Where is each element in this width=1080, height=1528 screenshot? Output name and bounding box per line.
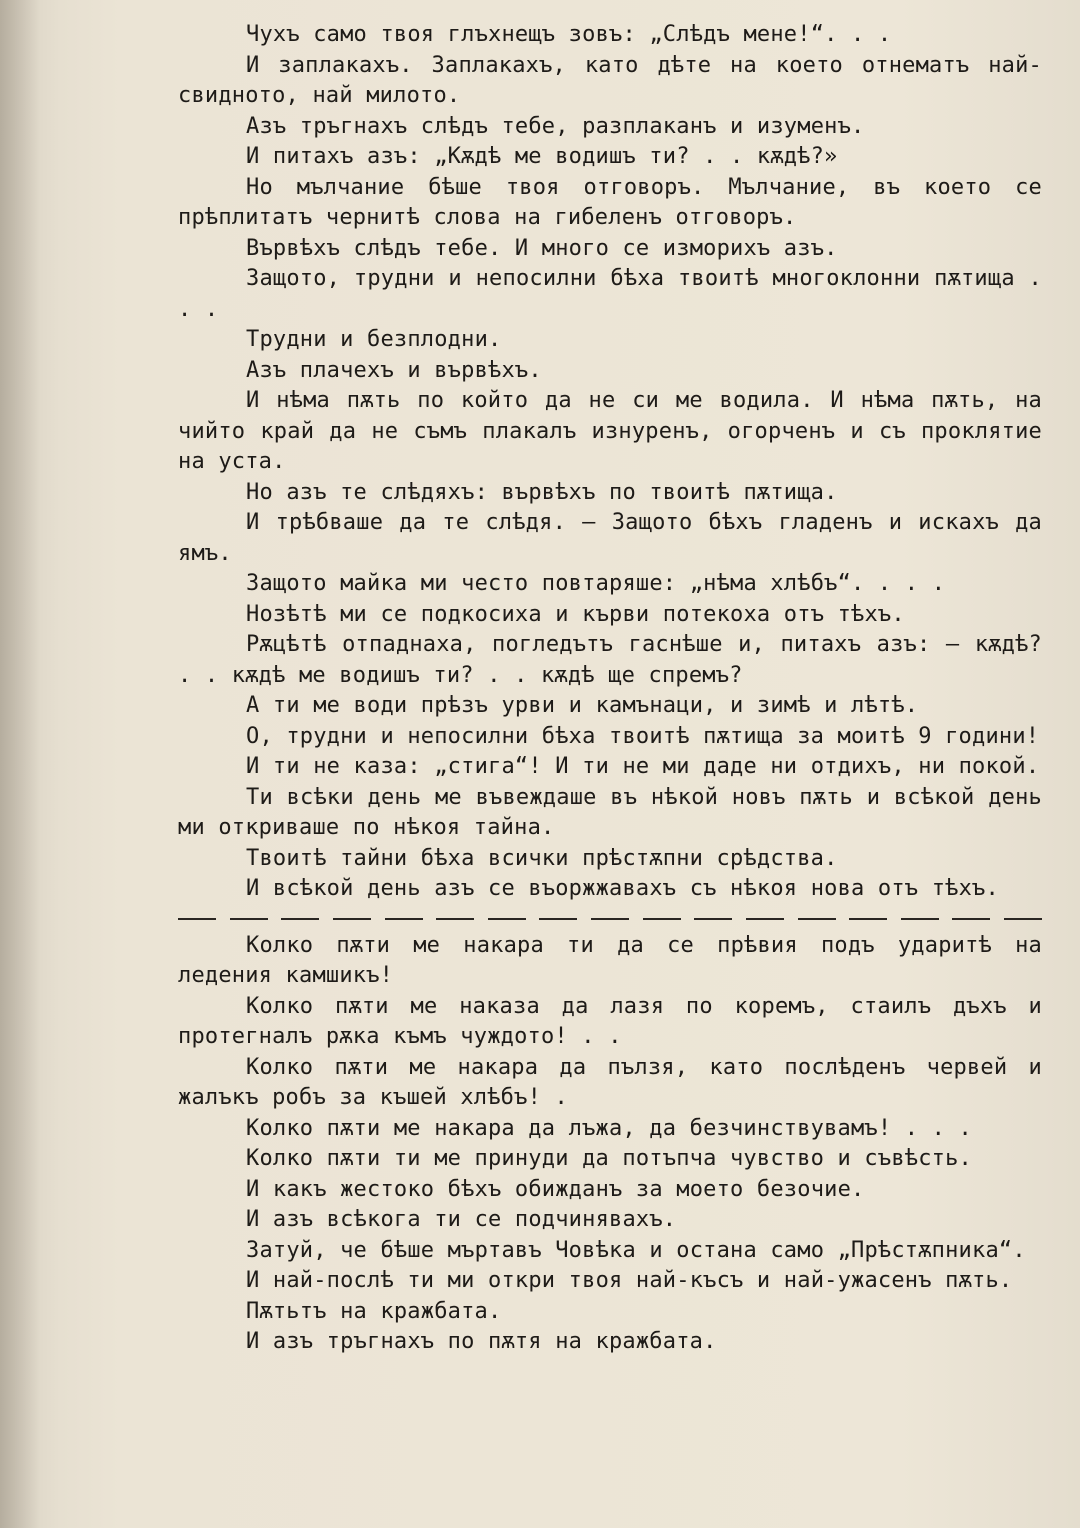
paragraph: И най-послѣ ти ми откри твоя най-късъ и най-ужасенъ пѫть. xyxy=(246,1268,1013,1293)
paragraph: Затуй, че бѣше мъртавъ Човѣка и остана само „Прѣстѫпника“. xyxy=(246,1237,1026,1263)
separator-dash xyxy=(746,918,784,920)
paragraph: Защото майка ми често повтаряше: „нѣма хлѣбъ“. . . . xyxy=(246,571,946,596)
paragraph: Колко пѫти ме накара ти да се прѣвия подъ ударитѣ на ледения камшикъ! xyxy=(178,932,1042,988)
paragraph: Рѫцѣтѣ отпаднаха, погледътъ гаснѣше и, питахъ азъ: — кѫдѣ? . . кѫдѣ ме водишъ ти? . . кѫдѣ ще спремъ? xyxy=(178,632,1042,688)
separator-dash xyxy=(281,918,319,920)
separator-dash xyxy=(901,918,939,920)
separator-dash xyxy=(436,918,474,920)
separator-dash xyxy=(385,918,423,920)
paragraph: И питахъ азъ: „Кѫдѣ ме водишъ ти? . . кѫдѣ?» xyxy=(246,144,838,169)
paragraph: Колко пѫти ме накара да пълзя, като послѣденъ червей и жалъкъ робъ за къшей хлѣбъ! . xyxy=(178,1054,1042,1110)
separator-dash xyxy=(952,918,990,920)
separator-dash xyxy=(798,918,836,920)
paragraph: И всѣкой день азъ се въоржжавахъ съ нѣкоя нова отъ тѣхъ. xyxy=(246,876,999,901)
separator-dash xyxy=(849,918,887,920)
paragraphs-bottom xyxy=(178,931,1042,1358)
separator-dash xyxy=(643,918,681,920)
paragraphs-top xyxy=(178,20,1042,905)
paragraph: О, трудни и непосилни бѣха твоитѣ пѫтища за моитѣ 9 години! xyxy=(246,723,1040,749)
paragraph: И заплакахъ. Заплакахъ, като дѣте на което отнематъ най-свидното, най милото. xyxy=(178,52,1042,108)
paragraph: Трудни и безплодни. xyxy=(246,327,502,352)
text-block xyxy=(178,20,1042,1358)
separator-dash xyxy=(230,918,268,920)
paragraph: Нозѣтѣ ми се подкосиха и кърви потекоха отъ тѣхъ. xyxy=(246,601,905,627)
paragraph: Азъ плачехъ и вървѣхъ. xyxy=(246,357,542,383)
paragraph: Азъ тръгнахъ слѣдъ тебе, разплаканъ и изуменъ. xyxy=(246,113,865,139)
paragraph: Твоитѣ тайни бѣха всички прѣстѫпни срѣдства. xyxy=(246,845,838,871)
paragraph: Колко пѫти ме наказа да лазя по коремъ, стаилъ дъхъ и протегналъ рѫка къмъ чуждото! . . xyxy=(178,993,1042,1049)
separator-dash xyxy=(178,918,216,920)
paragraph: Колко пѫти ме накара да лъжа, да безчинствувамъ! . . . xyxy=(246,1115,972,1141)
paragraph: А ти ме води прѣзъ урви и камънаци, и зимѣ и лѣтѣ. xyxy=(246,693,919,718)
paragraph: Вървѣхъ слѣдъ тебе. И много се изморихъ азъ. xyxy=(246,235,838,261)
separator-dash xyxy=(488,918,526,920)
separator-dash xyxy=(333,918,371,920)
paragraph: И нѣма пѫть по който да не си ме водила. И нѣма пѫть, на чийто край да не съмъ плакалъ изнуренъ, огорченъ и съ проклятие на уста. xyxy=(178,388,1042,474)
paragraph: Пѫтьтъ на кражбата. xyxy=(246,1298,502,1324)
paragraph: Защото, трудни и непосилни бѣха твоитѣ многоклонни пѫтища . . . xyxy=(178,266,1042,322)
paragraph: И азъ тръгнахъ по пѫтя на кражбата. xyxy=(246,1329,717,1354)
paragraph: И ти не каза: „стига“! И ти не ми даде ни отдихъ, ни покой. xyxy=(246,754,1040,779)
section-separator xyxy=(178,913,1042,925)
separator-dash xyxy=(1004,918,1042,920)
paragraph: Колко пѫти ти ме принуди да потъпча чувство и съвѣсть. xyxy=(246,1146,972,1171)
paragraph: Но мълчание бѣше твоя отговоръ. Мълчание, въ което се прѣплитатъ чернитѣ слова на гибеленъ отговоръ. xyxy=(178,174,1042,230)
paragraph: И трѣбваше да те слѣдя. — Защото бѣхъ гладенъ и искахъ да ямъ. xyxy=(178,510,1042,566)
separator-dash xyxy=(591,918,629,920)
separator-dash xyxy=(694,918,732,920)
paragraph: Но азъ те слѣдяхъ: вървѣхъ по твоитѣ пѫтища. xyxy=(246,479,838,505)
separator-dash xyxy=(539,918,577,920)
paragraph: И какъ жестоко бѣхъ обижданъ за моето безочие. xyxy=(246,1176,865,1202)
paragraph: Ти всѣки день ме въвеждаше въ нѣкой новъ пѫть и всѣкой день ми откриваше по нѣкоя тайна. xyxy=(178,784,1042,840)
binding-gutter-shadow xyxy=(0,0,40,1528)
paragraph: И азъ всѣкога ти се подчинявахъ. xyxy=(246,1207,677,1232)
paragraph: Чухъ само твоя глъхнещъ зовъ: „Слѣдъ мене!“. . . xyxy=(246,22,892,47)
